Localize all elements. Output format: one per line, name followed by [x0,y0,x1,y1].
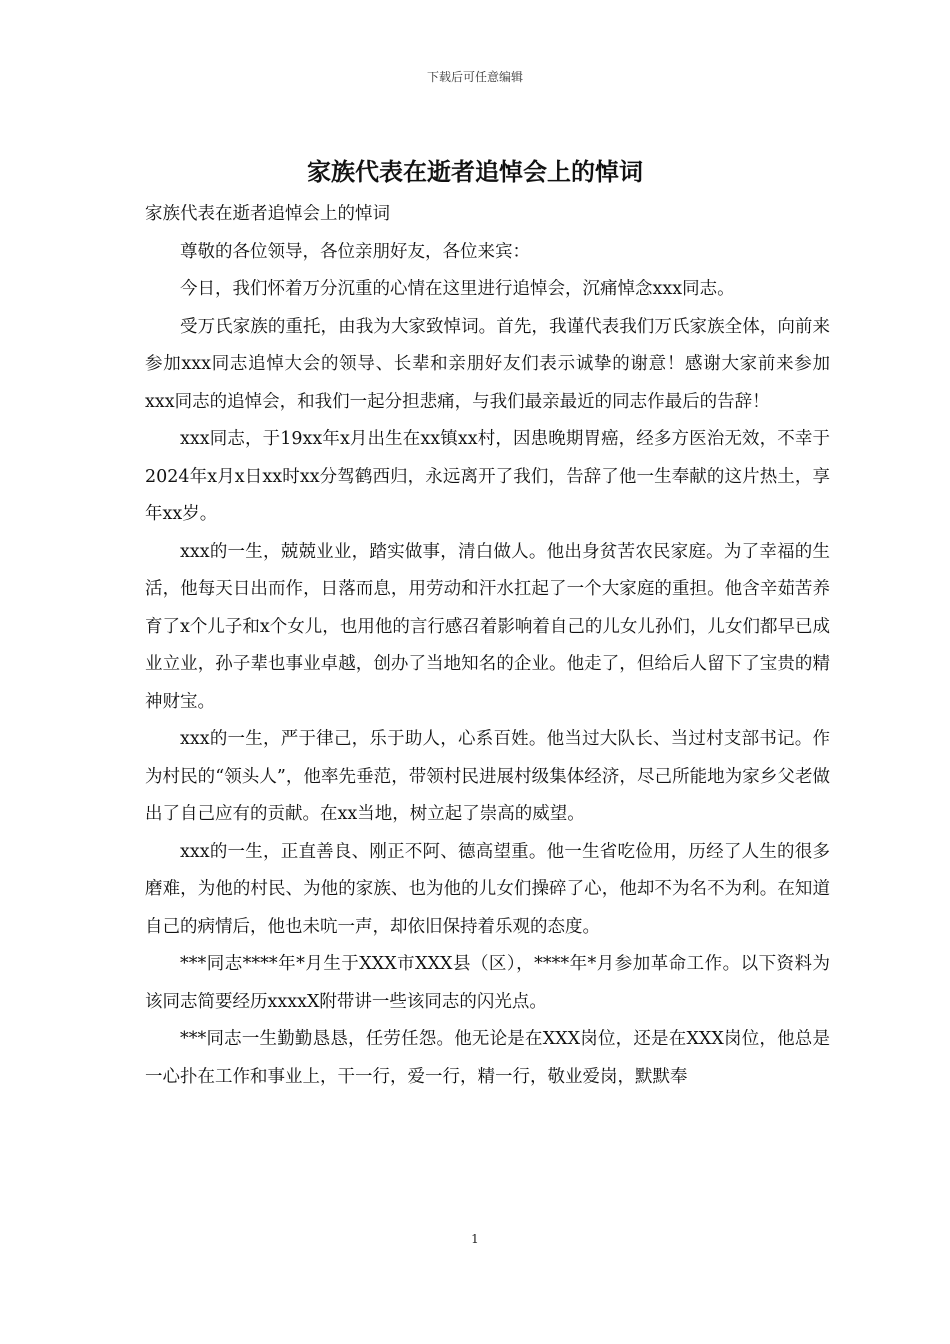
body-paragraph: xxx的一生，严于律己，乐于助人，心系百姓。他当过大队长、当过村支部书记。作为村民的“领头人”，他率先垂范，带领村民进展村级集体经济，尽己所能地为家乡父老做出了自己应有的贡献。在xx当地，树立起了崇高的威望。 [145,729,830,824]
body-paragraph: xxx的一生，兢兢业业，踏实做事，清白做人。他出身贫苦农民家庭。为了幸福的生活，他每天日出而作，日落而息，用劳动和汗水扛起了一个大家庭的重担。他含辛茹苦养育了x个儿子和x个女儿，也用他的言行感召着影响着自己的儿女儿孙们，儿女们都早已成业立业，孙子辈也事业卓越，创办了当地知名的企业。他走了，但给后人留下了宝贵的精神财宝。 [145,541,830,712]
body-paragraph: ***同志****年*月生于XXX市XXX县（区），****年*月参加革命工作。以下资料为该同志简要经历xxxxX附带讲一些该同志的闪光点。 [145,954,830,1012]
body-paragraph: xxx的一生，正直善良、刚正不阿、德高望重。他一生省吃俭用，历经了人生的很多磨难，为他的村民、为他的家族、也为他的儿女们操碎了心，他却不为名不为利。在知道自己的病情后，他也未吭一声，却依旧保持着乐观的态度。 [145,841,830,937]
document-body [145,196,830,1096]
body-paragraph: ***同志一生勤勤恳恳，任劳任怨。他无论是在XXX岗位，还是在XXX岗位，他总是一心扑在工作和事业上，干一行，爱一行，精一行，敬业爱岗，默默奉 [145,1029,830,1087]
body-paragraph: 今日，我们怀着万分沉重的心情在这里进行追悼会，沉痛悼念xxx同志。 [180,279,735,299]
subtitle-paragraph: 家族代表在逝者追悼会上的悼词 [145,204,390,224]
salutation-paragraph: 尊敬的各位领导，各位亲朋好友，各位来宾： [180,241,530,262]
page-number: 1 [471,1232,479,1246]
header-note: 下载后可任意编辑 [426,70,523,84]
body-paragraph: 受万氏家族的重托，由我为大家致悼词。首先，我谨代表我们万氏家族全体，向前来参加xxx同志追悼大会的领导、长辈和亲朋好友们表示诚挚的谢意！感谢大家前来参加xxx同志的追悼会，和我们一起分担悲痛，与我们最亲最近的同志作最后的告辞！ [145,316,830,412]
body-paragraph: xxx同志，于19xx年x月出生在xx镇xx村，因患晚期胃癌，经多方医治无效，不幸于2024年x月x日xx时xx分驾鹤西归，永远离开了我们，告辞了他一生奉献的这片热土，享年xx岁。 [145,429,830,524]
document-title: 家族代表在逝者追悼会上的悼词 [307,157,643,186]
